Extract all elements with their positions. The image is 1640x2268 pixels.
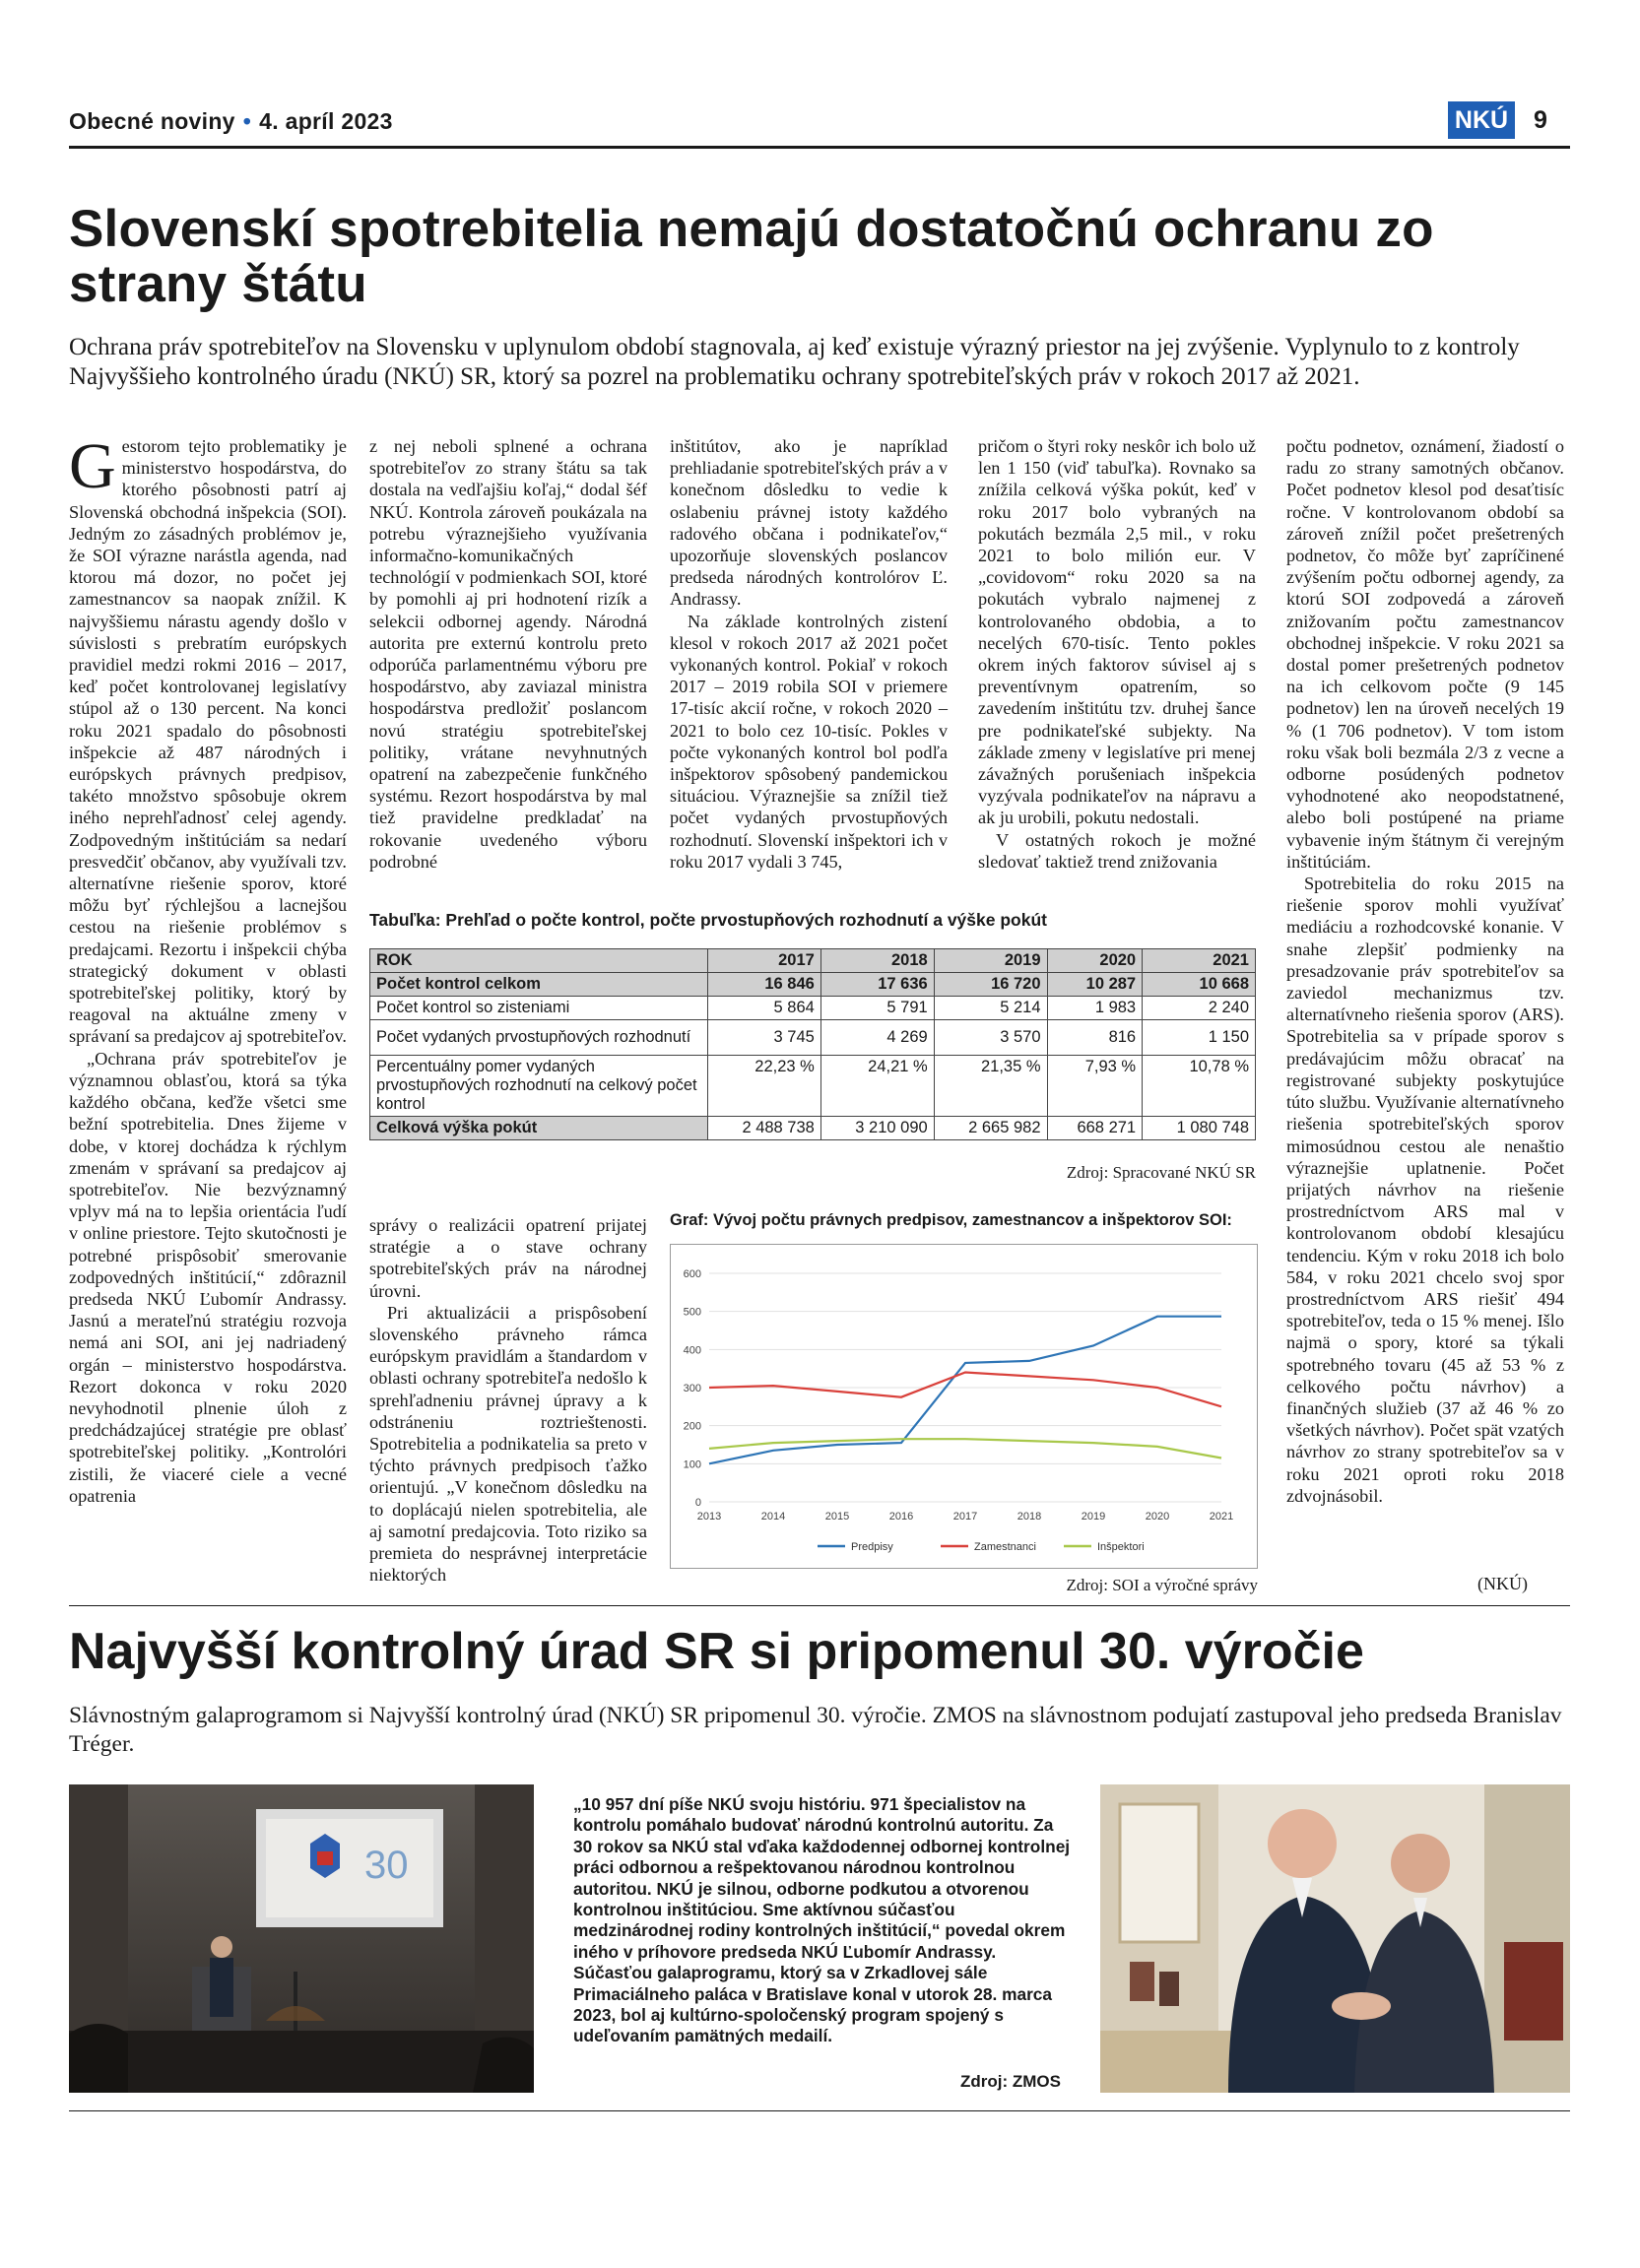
article-column-1 [69,430,347,1507]
article-headline: Slovenskí spotrebitelia nemajú dostatočnú ochranu zo strany štátu [69,200,1434,313]
paragraph: počtu podnetov, oznámení, žiadostí o radu zo strany samotných občanov. Počet podnetov klesol pod desaťtisíc ročne. V kontrolovanom období sa zároveň znížil počet prešetrených podnetov, čo môže byť zapríčinené zvýšením počtu odbornej agendy, za ktorú SOI zodpovedá a zároveň znižovaním počtu zamestnancov obchodnej inšpekcie. V roku 2021 sa dostal pomer prešetrených podnetov na ich celkovom počte (9 145 podnetov) len na úroveň necelých 19 % (1 706 podnetov). V tom istom roku však boli bezmála 2/3 z vecne a odborne posúdených podnetov vyhodnotené ako neopodstatnené, alebo boli postúpené na priame vybavenie iným štátnym či verejným inštitúciám. [1286,436,1564,872]
article-lead: Slávnostným galaprogramom si Najvyšší kontrolný úrad (NKÚ) SR pripomenul 30. výročie. ZMOS na slávnostnom podujatí zastupoval jeho predseda Branislav Tréger. [69,1703,1562,1757]
paragraph: Spotrebitelia do roku 2015 na riešenie sporov mohli využívať mediáciu a rozhodcovské konanie. V snahe zlepšiť podmienky na presadzovanie práv spotrebiteľov sa zaviedol mechanizmus tzv. alternatívneho riešenia sporov (ARS). Spotrebitelia sa v prípade sporov s predávajúcim môžu obracať na registrované subjekty poskytujúce túto službu. Využívanie alternatívneho riešenia spotrebiteľských sporov mimosúdnou cestou ale nenaštio výraznejšie uplatnenie. Počet prijatých návrhov na riešenie prostredníctvom ARS mal v kontrolovanom období klesajúcu tendenciu. Kým v roku 2018 ich bolo 584, v roku 2021 chcelo svoj spor prostredníctvom ARS riešiť 494 spotrebiteľov, teda o 15 % menej. Išlo najmä o spory, ktoré sa týkali spotrebného tovaru (45 až 53 % z celkového počtu návrhov) a finančných služieb (37 až 46 % zo všetkých návrhov). Počet spät vzatých návrhov zo strany spotrebiteľov sa v roku 2021 oproti roku 2018 zdvojnásobil. [1286,874,1564,1506]
y-tick-label: 300 [683,1383,701,1394]
column-header: 2017 [708,949,821,973]
row-label: Počet vydaných prvostupňových rozhodnutí [370,1020,708,1056]
table-cell: 3 570 [934,1020,1047,1056]
y-tick-label: 500 [683,1306,701,1319]
table-cell: 668 271 [1047,1117,1143,1140]
table-cell: 3 745 [708,1020,821,1056]
article-lead: Ochrana práv spotrebiteľov na Slovensku v uplynulom období stagnovala, aj keď existuje výrazný priestor na jej zvýšenie. Vyplynulo to z kontroly Najvyššieho kontrolného úradu (NKÚ) SR, ktorý sa pozrel na problematiku ochrany spotrebiteľských práv v rokoch 2017 až 2021. [69,334,1520,390]
legend-label: Predpisy [851,1541,893,1553]
x-tick-label: 2014 [760,1511,786,1523]
table-source: Zdroj: Spracované NKÚ SR [1066,1163,1256,1182]
paragraph: Na základe kontrolných zistení klesol v rokoch 2017 až 2021 počet vykonaných kontrol. Pokiaľ v rokoch 2017 – 2019 robila SOI v priemere 17-tisíc akcií ročne, v rokoch 2020 – 2021 to bolo cez 10-tisíc. Pokles v počte vykonaných kontrol bol podľa inšpektorov spôsobený pandemickou situáciou. Výraznejšie sa znížil tiež počet vydaných prvostupňových rozhodnutí. Slovenskí inšpektori ich v roku 2017 vydali 3 745, [670,611,948,872]
anniversary-logo-text: 30 [364,1844,409,1887]
x-tick-label: 2021 [1209,1511,1234,1523]
article-column-3 [670,435,948,873]
page-bottom-rule [69,2110,1570,2111]
line-chart [670,1244,1258,1569]
issue-date: 4. apríl 2023 [259,108,393,134]
x-tick-label: 2015 [824,1511,850,1523]
paragraph: správy o realizácii opatrení prijatej stratégie a o stave ochrany spotrebiteľských práv na národnej úrovni. [369,1215,647,1301]
table-cell: 24,21 % [820,1056,934,1117]
table-cell: 16 720 [934,973,1047,997]
table-row [370,973,1256,997]
row-label: Celková výška pokút [370,1117,708,1140]
nku-logo: NKÚ [1448,101,1515,139]
table-cell: 1 983 [1047,997,1143,1020]
table-cell: 816 [1047,1020,1143,1056]
handshake-photo [1100,1784,1570,2093]
table-cell: 16 846 [708,973,821,997]
table-cell: 10 668 [1143,973,1256,997]
data-table [369,948,1256,1140]
table-cell: 10 287 [1047,973,1143,997]
table-cell: 1 080 748 [1143,1117,1256,1140]
y-tick-label: 0 [694,1497,701,1509]
paragraph: Pri aktualizácii a prispôsobení slovenského právneho rámca európskym pravidlám a štandardom v oblasti ochrany spotrebiteľa nedošlo k sprehľadneniu právnej úpravy a k odstráneniu roztrieštenosti. Spotrebitelia a podnikatelia sa preto v týchto právnych predpisoch ťažko orientujú. „V konečnom dôsledku na to doplácajú nielen spotrebitelia, ale aj samotní predajcovia. Toto riziko sa premieta do nesprávnej interpretácie niektorých [369,1302,647,1586]
column-header: 2018 [820,949,934,973]
column-header: ROK [370,949,708,973]
header-rule [69,146,1570,149]
table-cell: 5 214 [934,997,1047,1020]
table-cell: 21,35 % [934,1056,1047,1117]
article-signature: (NKÚ) [1477,1574,1528,1593]
paragraph: „Ochrana práv spotrebiteľov je významnou oblasťou, ktorá sa týka každého občana, keďže všetci sme bežní spotrebitelia. Dnes žijeme v dobe, v ktorej dochádza k rýchlym zmenám v správaní sa predajcov aj spotrebiteľov. Nie bezvýznamný vplyv má na to lepšia orientácia ľudí v online priestore. Tejto skutočnosti je potrebné prispôsobiť smerovanie zodpovedných inštitúcií,“ zdôraznil predseda NKÚ Ľubomír Andrassy. Jasnú a merateľnú stratégiu rozvoja nemá ani SOI, ani jej nadriadený orgán – ministerstvo hospodárstva. Rezort dokonca v roku 2020 nevyhodnotil plnenie úloh z predchádzajúcej stratégie pre oblasť spotrebiteľskej politiky. „Kontrolóri zistili, že viaceré ciele a vecné opatrenia [69,1048,347,1506]
legend-label: Zamestnanci [974,1541,1036,1553]
header-dateline [69,108,393,135]
table-row [370,1117,1256,1140]
drop-cap: G [69,430,116,502]
paragraph: inštitútov, ako je napríklad prehliadanie spotrebiteľských práv a v konečnom dôsledku to vedie k oslabeniu právnej istoty každého radového občana i podnikateľov,“ upozorňuje slovenských poslancov predseda národných kontrolórov Ľ. Andrassy. [670,436,948,610]
table-cell: 5 791 [820,997,934,1020]
table-row [370,1056,1256,1117]
x-tick-label: 2016 [888,1511,914,1523]
column-header: 2021 [1143,949,1256,973]
column-header: 2020 [1047,949,1143,973]
table-cell: 10,78 % [1143,1056,1256,1117]
x-axis [697,1511,1233,1523]
chart-title: Graf: Vývoj počtu právnych predpisov, zamestnancov a inšpektorov SOI: [670,1211,1232,1229]
row-label: Počet kontrol celkom [370,973,708,997]
gala-speaker-photo [69,1784,534,2093]
article-column-4 [978,435,1256,873]
y-tick-label: 600 [683,1268,701,1280]
article-headline: Najvyšší kontrolný úrad SR si pripomenul 30. výročie [69,1623,1364,1680]
table-cell: 1 150 [1143,1020,1256,1056]
page-number: 9 [1534,106,1547,134]
article-column-2-continued [369,1214,647,1586]
chart-source: Zdroj: SOI a výročné správy [1066,1576,1258,1594]
column-header: 2019 [934,949,1047,973]
separator: • [242,108,252,134]
table-row [370,997,1256,1020]
table-title: Tabuľka: Prehľad o počte kontrol, počte prvostupňových rozhodnutí a výške pokút [369,910,1047,930]
article-column-5 [1286,435,1564,1507]
photo-caption: „10 957 dní píše NKÚ svoju históriu. 971 špecialistov na kontrolu pomáhalo budovať národnú kontrolnú autoritu. Za 30 rokov sa NKÚ stal vďaka každodennej odbornej kontrolnej práci odbornou a rešpektovanou národnou kontrolnou autoritou. NKÚ je silnou, odborne podkutou a otvorenou kontrolnou inštitúciou. Sme aktívnou súčasťou medzinárodnej rodiny kontrolných inštitúcií,“ povedal okrem iného v príhovore predseda NKÚ Ľubomír Andrassy. Súčasťou galaprogramu, ktorý sa v Zrkadlovej sále Primaciálneho paláca v Bratislave konal v utorok 28. marca 2023, bol aj kultúrno-spoločenský program spojený s udeľovaním pamätných medailí. [573,1794,1071,2046]
y-tick-label: 200 [683,1420,701,1433]
table-header-row [370,949,1256,973]
x-tick-label: 2019 [1081,1511,1106,1523]
x-tick-label: 2018 [1017,1511,1042,1523]
table-cell: 5 864 [708,997,821,1020]
y-tick-label: 400 [683,1344,701,1357]
table-cell: 7,93 % [1047,1056,1143,1117]
table-cell: 22,23 % [708,1056,821,1117]
table-cell: 3 210 090 [820,1117,934,1140]
x-tick-label: 2020 [1145,1511,1170,1523]
legend-label: Inšpektori [1097,1541,1145,1553]
table-cell: 2 665 982 [934,1117,1047,1140]
table-row [370,1020,1256,1056]
row-label: Percentuálny pomer vydaných prvostupňových rozhodnutí na celkový počet kontrol [370,1056,708,1117]
table-cell: 17 636 [820,973,934,997]
paper-name: Obecné noviny [69,108,235,134]
y-tick-label: 100 [683,1458,701,1471]
x-tick-label: 2017 [952,1511,978,1523]
caption-source: Zdroj: ZMOS [960,2072,1061,2091]
row-label: Počet kontrol so zisteniami [370,997,708,1020]
paragraph [69,430,347,1048]
x-tick-label: 2013 [696,1511,722,1523]
paragraph-text: estorom tejto problematiky je ministerstvo hospodárstva, do ktorého pôsobnosti patrí aj Slovenská obchodná inšpekcia (SOI). Jedným zo zásadných problémov je, že SOI výrazne narástla agenda, nad ktorou má dozor, no počet jej zamestnancov sa naopak znížil. K najvyššiemu nárastu agendy došlo v súvislosti s prebratím európskych pravidiel medzi rokmi 2016 – 2017, keď počet kontrolovanej legislatívy stúpol až o 130 percent. Na konci roku 2021 spadalo do pôsobnosti inšpekcie až 487 národných i európskych právnych predpisov, takéto množstvo spôsobuje okrem iného neprehľadnosť celej agendy. Zodpovedným inštitúciám sa nedarí presvedčiť občanov, aby využívali tzv. alternatívne riešenie sporov, ktoré môžu byť rýchlejšou a lacnejšou cestou na riešenie problémov s predajcami. Rezortu i inšpekcii chýba strategický dokument v oblasti spotrebiteľskej politiky, ktorý by reagoval na aktuálne zmeny v správaní sa predajcov aj spotrebiteľov. [69,436,347,1047]
table-cell: 4 269 [820,1020,934,1056]
paragraph: pričom o štyri roky neskôr ich bolo už len 1 150 (viď tabuľka). Rovnako sa znížila celková výška pokút, keď v roku 2017 bolo vybraných na pokutách bezmála 2,5 mil., v roku 2021 to bolo milión eur. V „covidovom“ roku 2020 sa na pokutách vybralo najmenej z kontrolovaného obdobia, a to necelých 670-tisíc. Tento pokles okrem iných faktorov súvisel aj s preventívnym opatrením, so zavedením inštitútu tzv. druhej šance pre podnikateľské subjekty. Na základe zmeny v legislatíve pri menej závažných porušeniach inšpekcia vyzývala podnikateľov na nápravu a ak ju urobili, pokutu nedostali. [978,436,1256,828]
paragraph: z nej neboli splnené a ochrana spotrebiteľov zo strany štátu sa tak dostala na vedľajšiu koľaj,“ dodal šéf NKÚ. Kontrola zároveň poukázala na potrebu výraznejšieho využívania informačno-komunikačných technológií v podmienkach SOI, ktoré by pomohli aj pri hodnotení rizík a selekcii odbornej agendy. Národná autorita pre externú kontrolu preto odporúča parlamentnému výboru pre hospodárstvo, aby zaviazal ministra hospodárstva predložiť poslancom novú stratégiu spotrebiteľskej politiky, vrátane nevyhnutných opatrení na zabezpečenie funkčného systému. Rezort hospodárstva by mal tiež pravidelne predkladať na rokovanie uvedeného výboru podrobné [369,436,647,872]
table-cell: 2 240 [1143,997,1256,1020]
section-rule [69,1605,1570,1606]
paragraph: V ostatných rokoch je možné sledovať taktiež trend znižovania [978,829,1256,872]
table-cell: 2 488 738 [708,1117,821,1140]
article-column-2 [369,435,647,873]
